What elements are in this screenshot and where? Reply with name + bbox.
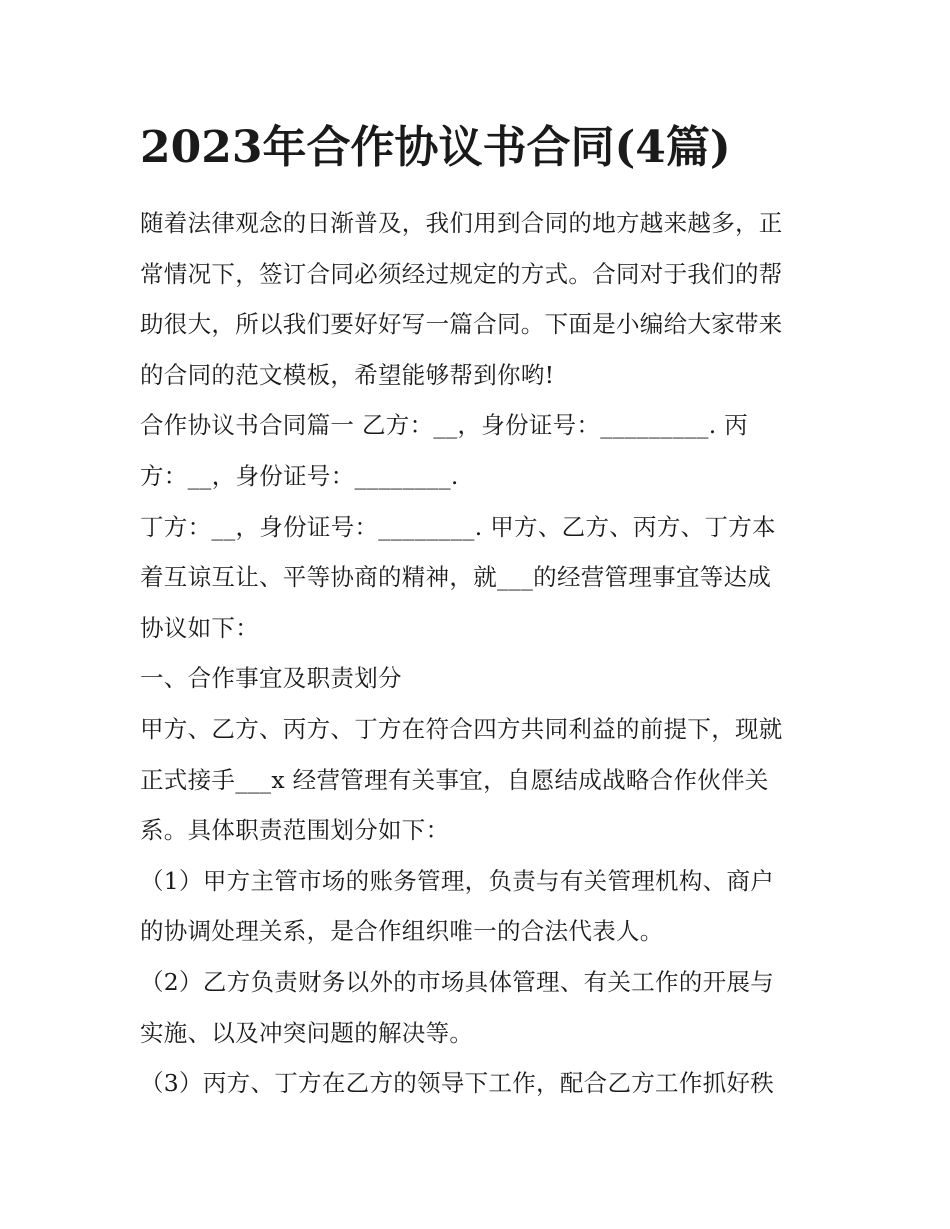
document-body <box>140 198 830 1109</box>
body-line-17: 实施、以及冲突问题的解决等。 <box>140 1018 474 1047</box>
body-line-11: 甲方、乙方、丙方、丁方在符合四方共同利益的前提下，现就 <box>140 714 783 743</box>
body-line-1: 随着法律观念的日渐普及，我们用到合同的地方越来越多，正 <box>140 209 783 237</box>
body-line-14: （1）甲方主管市场的账务管理，负责与有关管理机构、商户 <box>140 866 775 895</box>
body-line-4: 的合同的范文模板，希望能够帮到你哟! <box>140 360 555 389</box>
body-line-15: 的协调处理关系，是合作组织唯一的合法代表人。 <box>140 917 664 946</box>
document-title: 2023年合作协议书合同(4篇) <box>140 122 731 173</box>
body-line-7: 丁方：__，身份证号：________. 甲方、乙方、丙方、丁方本 <box>140 512 776 541</box>
body-line-16: （2）乙方负责财务以外的市场具体管理、有关工作的开展与 <box>140 967 775 996</box>
body-line-18: （3）丙方、丁方在乙方的领导下工作，配合乙方工作抓好秩 <box>140 1069 775 1098</box>
body-line-6: 方：__，身份证号：________. <box>140 461 459 490</box>
body-line-5: 合作协议书合同篇一 乙方：__，身份证号：_________. 丙 <box>140 411 749 440</box>
body-line-2: 常情况下，签订合同必须经过规定的方式。合同对于我们的帮 <box>140 259 783 288</box>
body-line-9: 协议如下： <box>140 613 259 642</box>
body-line-8: 着互谅互让、平等协商的精神，就___的经营管理事宜等达成 <box>140 563 772 592</box>
body-line-13: 系。具体职责范围划分如下： <box>140 816 450 845</box>
body-line-3: 助很大，所以我们要好好写一篇合同。下面是小编给大家带来 <box>140 310 783 339</box>
body-line-12: 正式接手___x 经营管理有关事宜，自愿结成战略合作伙伴关 <box>140 765 769 794</box>
section-heading: 一、合作事宜及职责划分 <box>140 664 402 693</box>
